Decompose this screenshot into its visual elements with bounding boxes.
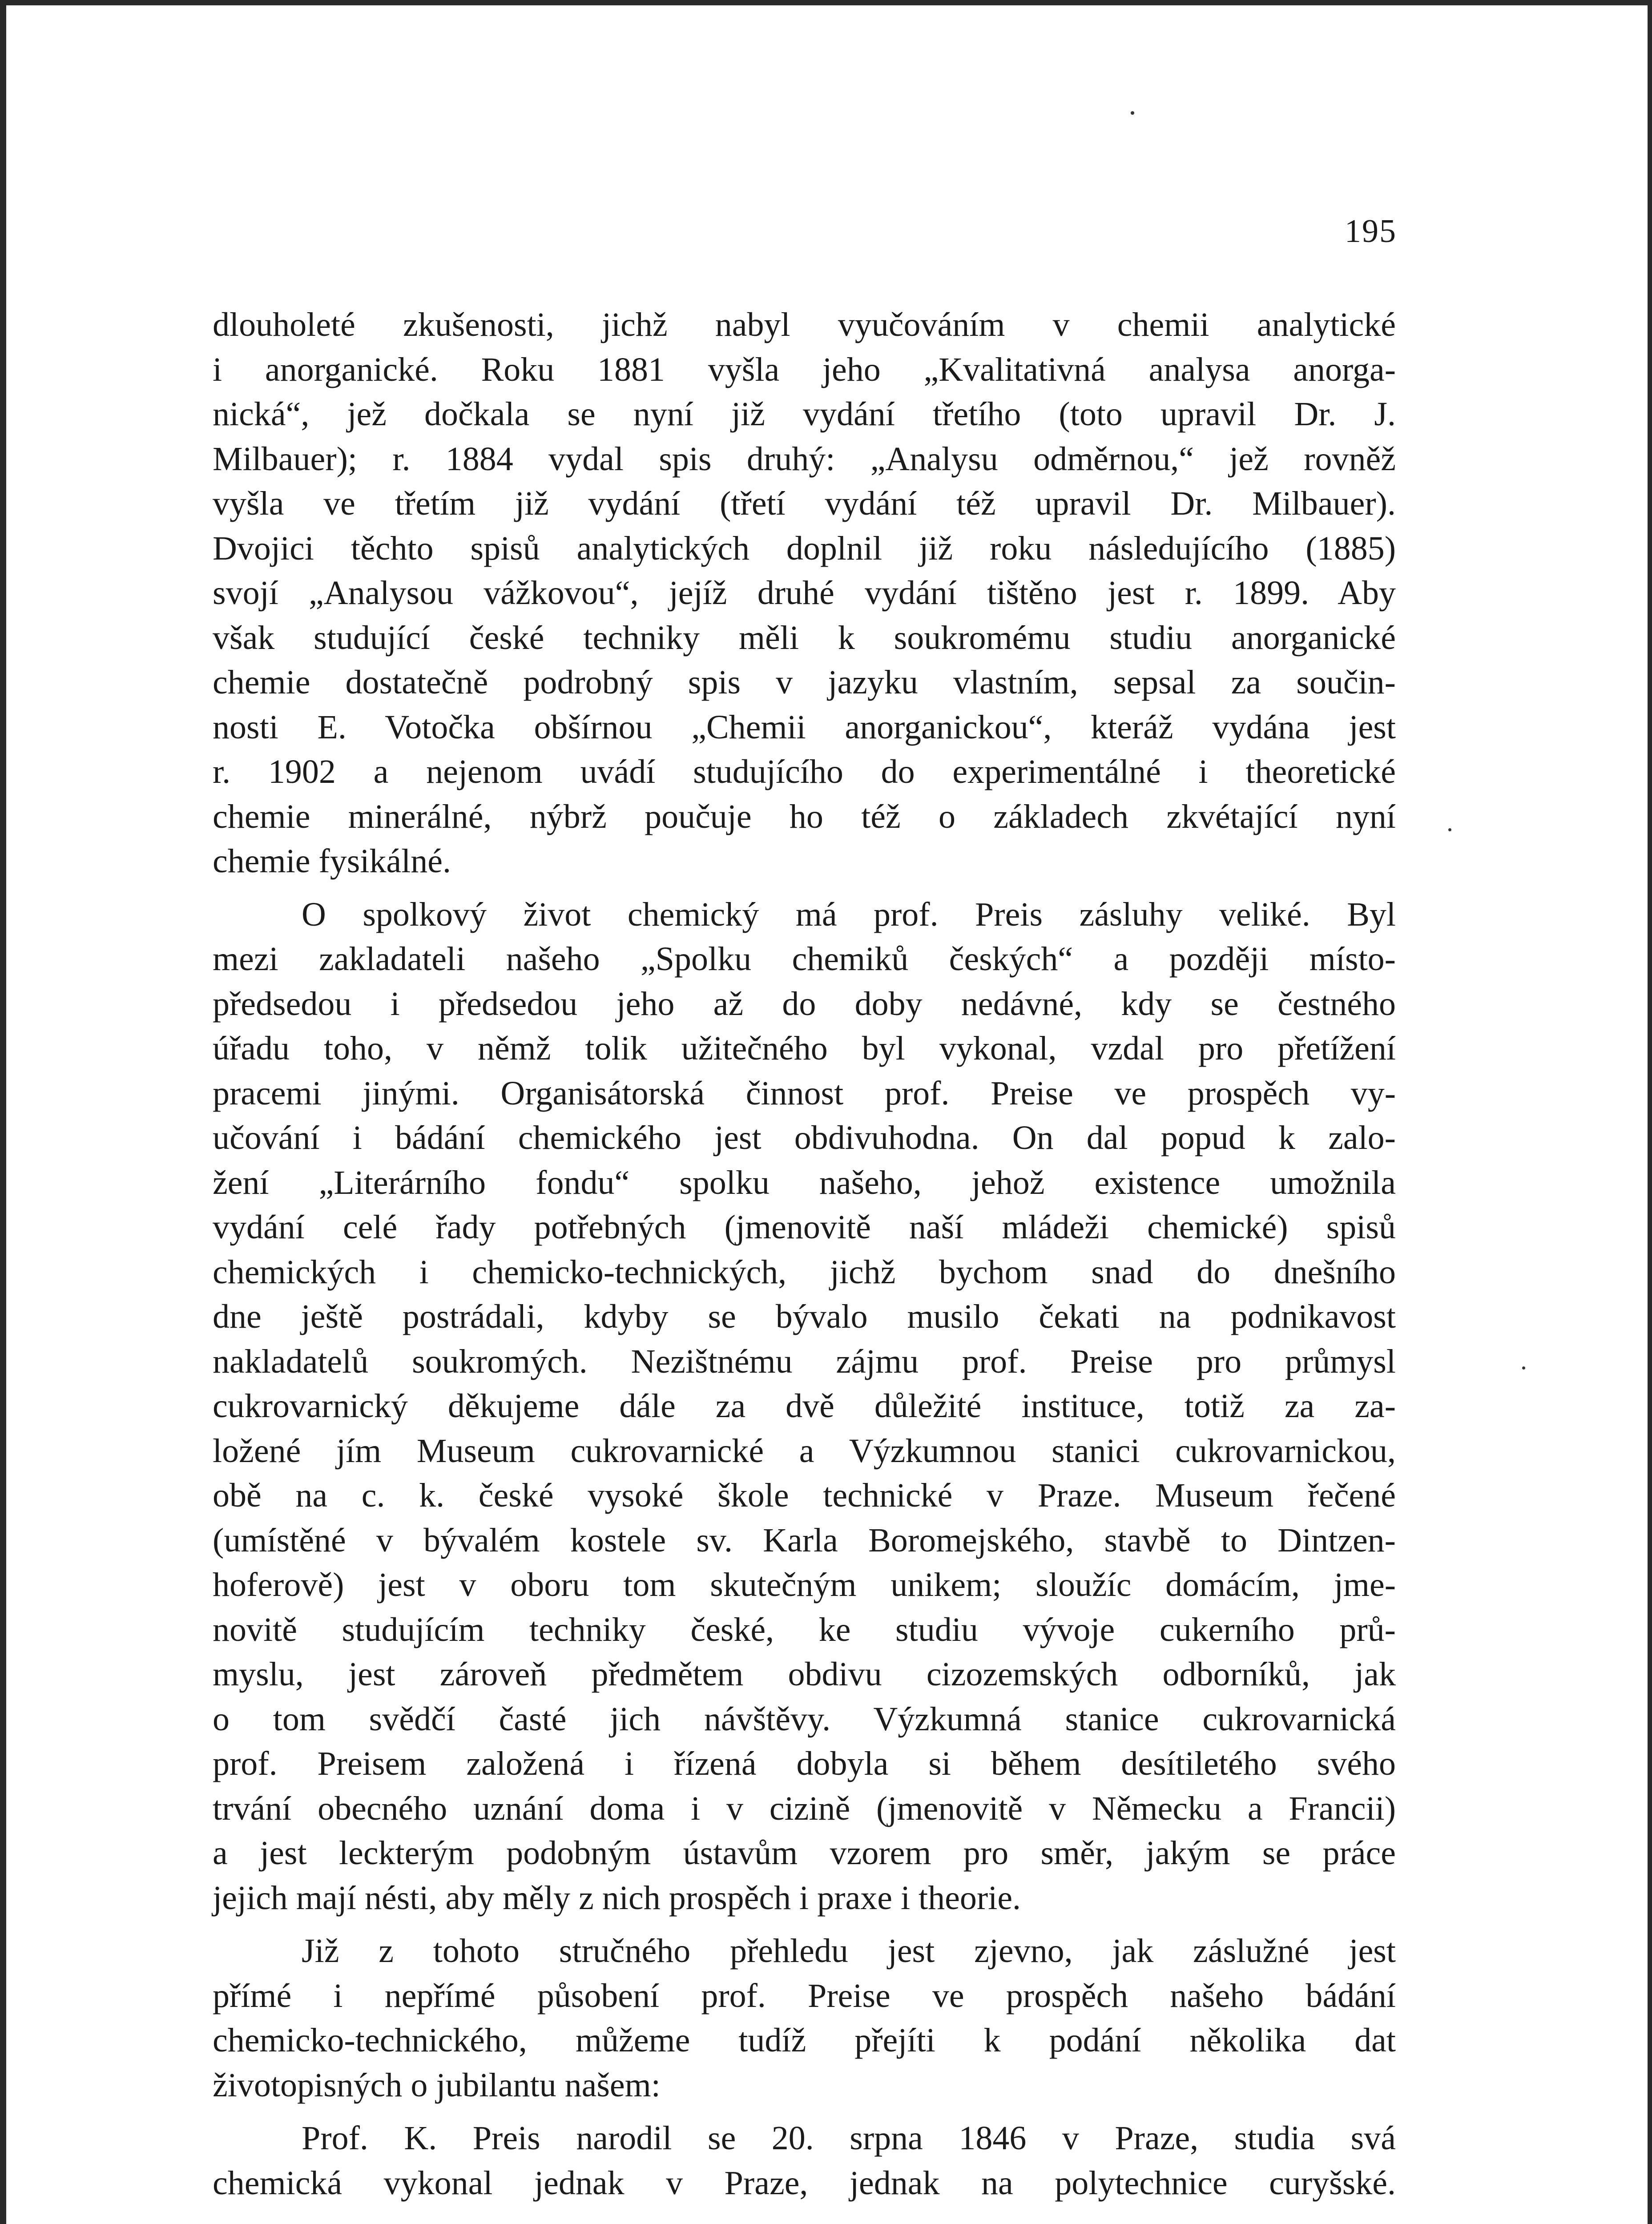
text-line: (umístěné v bývalém kostele sv. Karla Boromejského, stavbě to Dintzen-	[213, 1521, 1396, 1559]
text-line: chemických i chemicko-technických, jichž bychom snad do dnešního	[213, 1253, 1396, 1291]
text-line: životopisných o jubilantu našem:	[213, 2066, 661, 2104]
text-line: Prof. K. Preis narodil se 20. srpna 1846 v Praze, studia svá	[302, 2119, 1396, 2157]
text-line: cukrovarnický děkujeme dále za dvě důležité instituce, totiž za za-	[213, 1387, 1396, 1425]
body-text	[213, 302, 1396, 2205]
text-line: dne ještě postrádali, kdyby se bývalo musilo čekati na podnikavost	[213, 1298, 1396, 1335]
text-line: pracemi jinými. Organisátorská činnost prof. Preise ve prospěch vy-	[213, 1074, 1396, 1112]
text-line: úřadu toho, v němž tolik užitečného byl vykonal, vzdal pro přetížení	[213, 1030, 1396, 1067]
text-line: prof. Preisem založená i řízená dobyla si během desítiletého svého	[213, 1745, 1396, 1782]
text-line: Milbauer); r. 1884 vydal spis druhý: „Analysu odměrnou,“ jež rovněž	[213, 440, 1396, 478]
text-line: učování i bádání chemického jest obdivuhodna. On dal popud k zalo-	[213, 1119, 1396, 1156]
text-line: vyšla ve třetím již vydání (třetí vydání též upravil Dr. Milbauer).	[213, 485, 1396, 522]
paragraph-4	[213, 2116, 1396, 2205]
text-line: trvání obecného uznání doma i v cizině (jmenovitě v Německu a Francii)	[213, 1789, 1396, 1827]
text-line: jejich mají nésti, aby měly z nich prospěch i praxe i theorie.	[213, 1879, 1021, 1917]
text-line: nosti E. Votočka obšírnou „Chemii anorganickou“, kteráž vydána jest	[213, 708, 1396, 746]
scan-border-top	[0, 0, 1652, 5]
text-line: svojí „Analysou vážkovou“, jejíž druhé vydání tištěno jest r. 1899. Aby	[213, 574, 1396, 612]
scan-border-left	[0, 0, 6, 2224]
paragraph-3	[213, 1929, 1396, 2107]
scan-speck	[1131, 111, 1134, 115]
text-line: o tom svědčí časté jich návštěvy. Výzkumná stanice cukrovarnická	[213, 1700, 1396, 1738]
scan-speck	[1522, 1366, 1525, 1370]
text-line: Již z tohoto stručného přehledu jest zjevno, jak záslužné jest	[302, 1932, 1396, 1970]
text-line: dlouholeté zkušenosti, jichž nabyl vyučováním v chemii analytické	[213, 306, 1396, 343]
text-line: chemicko-technického, můžeme tudíž přejíti k podání několika dat	[213, 2022, 1396, 2059]
text-line: předsedou i předsedou jeho až do doby nedávné, kdy se čestného	[213, 985, 1396, 1023]
text-line: a jest leckterým podobným ústavům vzorem pro směr, jakým se práce	[213, 1834, 1396, 1872]
text-line: žení „Literárního fondu“ spolku našeho, jehož existence umožnila	[213, 1164, 1396, 1201]
paragraph-1	[213, 302, 1396, 884]
text-line: chemie minerálné, nýbrž poučuje ho též o základech zkvétající nyní	[213, 798, 1396, 835]
text-line: nakladatelů soukromých. Nezištnému zájmu prof. Preise pro průmysl	[213, 1342, 1396, 1380]
text-line: nická“, jež dočkala se nyní již vydání třetího (toto upravil Dr. J.	[213, 395, 1396, 433]
text-line: mezi zakladateli našeho „Spolku chemiků českých“ a později místo-	[213, 940, 1396, 978]
text-line: r. 1902 a nejenom uvádí studujícího do experimentálné i theoretické	[213, 753, 1396, 790]
page-number: 195	[1345, 213, 1397, 250]
text-line: Dvojici těchto spisů analytických doplnil již roku následujícího (1885)	[213, 529, 1396, 567]
text-line: novitě studujícím techniky české, ke studiu vývoje cukerního prů-	[213, 1611, 1396, 1648]
scan-border-right	[1648, 0, 1652, 2224]
text-line: obě na c. k. české vysoké škole technické v Praze. Museum řečené	[213, 1477, 1396, 1514]
paragraph-2	[213, 892, 1396, 1921]
scan-speck	[1448, 828, 1451, 831]
text-line: O spolkový život chemický má prof. Preis zásluhy veliké. Byl	[302, 895, 1396, 933]
text-line: však studující české techniky měli k soukromému studiu anorganické	[213, 619, 1396, 657]
text-line: chemie dostatečně podrobný spis v jazyku vlastním, sepsal za součin-	[213, 664, 1396, 701]
text-line: ložené jím Museum cukrovarnické a Výzkumnou stanici cukrovarnickou,	[213, 1432, 1396, 1470]
text-line: i anorganické. Roku 1881 vyšla jeho „Kvalitativná analysa anorga-	[213, 351, 1396, 388]
text-line: hoferově) jest v oboru tom skutečným unikem; sloužíc domácím, jme-	[213, 1566, 1396, 1604]
text-line: myslu, jest zároveň předmětem obdivu cizozemských odborníků, jak	[213, 1656, 1396, 1693]
text-line: přímé i nepřímé působení prof. Preise ve prospěch našeho bádání	[213, 1977, 1396, 2014]
text-line: vydání celé řady potřebných (jmenovitě naší mládeži chemické) spisů	[213, 1209, 1396, 1246]
text-line: chemie fysikálné.	[213, 842, 451, 880]
text-line: chemická vykonal jednak v Praze, jednak na polytechnice curyšské.	[213, 2164, 1396, 2202]
